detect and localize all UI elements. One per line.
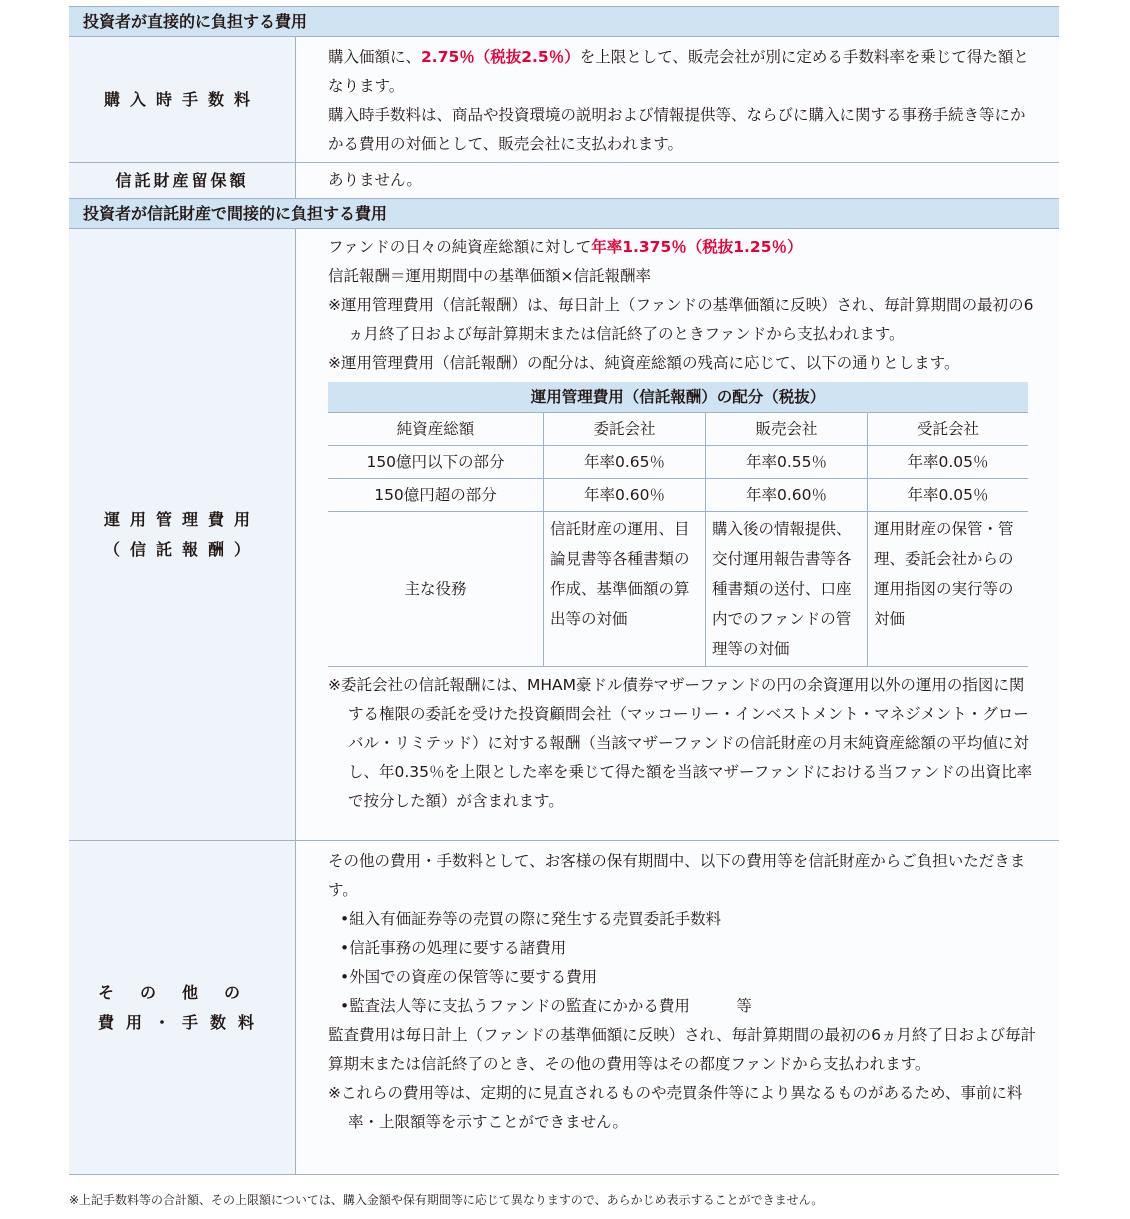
table-row [328, 479, 1028, 512]
header-net-assets: 純資産総額 [328, 413, 544, 446]
other-fees-note: ※これらの費用等は、定期的に見直されるものや売買条件等により異なるものがあるため、事前に料率・上限額等を示すことができません。 [328, 1084, 1023, 1131]
role-trustee: 運用財産の保管・管理、委託会社からの運用指図の実行等の対価 [868, 512, 1029, 667]
purchase-fee-row [69, 37, 1059, 163]
table-row [328, 446, 1028, 479]
row1-management-company: 年率0.65％ [544, 446, 706, 479]
other-fees-label-line2: 費用・手数料 [97, 1012, 266, 1032]
row1-net-assets: 150億円以下の部分 [328, 446, 544, 479]
purchase-fee-rate: 2.75％（税抜2.5％） [421, 48, 580, 66]
other-fees-body [296, 841, 1059, 1174]
fee-table [69, 6, 1059, 1175]
allocation-table-header-row [328, 413, 1028, 446]
management-fee-pre: ファンドの日々の純資産総額に対して [328, 238, 592, 256]
management-fee-formula: 信託報酬＝運用期間中の基準価額×信託報酬率 [328, 267, 651, 285]
list-item: •組入有価証券等の売買の際に発生する売買委託手数料 [340, 910, 722, 928]
management-fee-body [296, 229, 1059, 840]
table-row-roles [328, 512, 1028, 667]
list-item: •信託事務の処理に要する諸費用 [340, 939, 567, 957]
management-fee-label-line2: （信託報酬） [103, 539, 260, 559]
reserve-label: 信託財産留保額 [69, 163, 296, 198]
management-fee-label [69, 229, 296, 840]
row2-distributor: 年率0.60％ [706, 479, 868, 512]
roles-label: 主な役務 [328, 512, 544, 667]
management-fee-rate: 年率1.375％（税抜1.25％） [591, 238, 803, 256]
header-distributor: 販売会社 [706, 413, 868, 446]
header-management-company: 委託会社 [544, 413, 706, 446]
reserve-row [69, 163, 1059, 199]
allocation-table-title: 運用管理費用（信託報酬）の配分（税抜） [328, 382, 1028, 413]
footer-note: ※上記手数料等の合計額、その上限額については、購入金額や保有期間等に応じて異なりますので、あらかじめ表示することができません。 [69, 1193, 824, 1207]
header-trustee: 受託会社 [868, 413, 1029, 446]
section-direct-header: 投資者が直接的に負担する費用 [69, 6, 1059, 37]
purchase-fee-pre: 購入価額に、 [328, 48, 422, 66]
other-fees-label-line1: その他の [97, 982, 266, 1002]
role-management-company: 信託財産の運用、目論見書等各種書類の作成、基準価額の算出等の対価 [544, 512, 706, 667]
management-fee-note3: ※委託会社の信託報酬には、MHAM豪ドル債券マザーファンドの円の余資運用以外の運用の指図に関する権限の委託を受けた投資顧問会社（マッコーリー・インベストメント・マネジメント・グローバル・リミテッド）に対する報酬（当該マザーファンドの信託財産の月末純資産総額の平均値に対し、年0.35％を上限とした率を乗じて得た額を当該マザーファンドにおける当ファンドの出資比率で按分した額）が含まれます。 [328, 676, 1033, 810]
allocation-table [328, 382, 1028, 667]
section-indirect-header: 投資者が信託財産で間接的に負担する費用 [69, 199, 1059, 229]
row2-net-assets: 150億円超の部分 [328, 479, 544, 512]
other-fees-label [69, 841, 296, 1174]
purchase-fee-label: 購入時手数料 [69, 37, 296, 162]
other-fees-intro: その他の費用・手数料として、お客様の保有期間中、以下の費用等を信託財産からご負担いただきます。 [328, 852, 1026, 899]
row2-trustee: 年率0.05％ [868, 479, 1029, 512]
row1-distributor: 年率0.55％ [706, 446, 868, 479]
purchase-fee-line2: 購入時手数料は、商品や投資環境の説明および情報提供等、ならびに購入に関する事務手続き等にかかる費用の対価として、販売会社に支払われます。 [328, 106, 1026, 153]
purchase-fee-body [296, 37, 1059, 162]
list-item: •監査法人等に支払うファンドの監査にかかる費用 等 [340, 997, 752, 1015]
purchase-fee-post: を上限として、販売会社が別に定める手数料率を乗じて得た額となります。 [328, 48, 1029, 95]
row2-management-company: 年率0.60％ [544, 479, 706, 512]
other-fees-audit: 監査費用は毎日計上（ファンドの基準価額に反映）され、毎計算期間の最初の6ヵ月終了日および毎計算期末または信託終了のとき、その他の費用等はその都度ファンドから支払われます。 [328, 1026, 1036, 1073]
purchase-fee-line1 [328, 43, 1037, 101]
role-distributor: 購入後の情報提供、交付運用報告書等各種書類の送付、口座内でのファンドの管理等の対価 [706, 512, 868, 667]
management-fee-row [69, 229, 1059, 841]
list-item: •外国での資産の保管等に要する費用 [340, 968, 598, 986]
management-fee-line1 [328, 233, 1037, 262]
management-fee-label-line1: 運用管理費用 [103, 509, 260, 529]
management-fee-note2: ※運用管理費用（信託報酬）の配分は、純資産総額の残高に応じて、以下の通りとします。 [328, 354, 960, 372]
row1-trustee: 年率0.05％ [868, 446, 1029, 479]
reserve-value: ありません。 [296, 163, 1059, 198]
other-fees-row [69, 841, 1059, 1175]
management-fee-note1: ※運用管理費用（信託報酬）は、毎日計上（ファンドの基準価額に反映）され、毎計算期間の最初の6ヵ月終了日および毎計算期末または信託終了のときファンドから支払われます。 [328, 296, 1034, 343]
